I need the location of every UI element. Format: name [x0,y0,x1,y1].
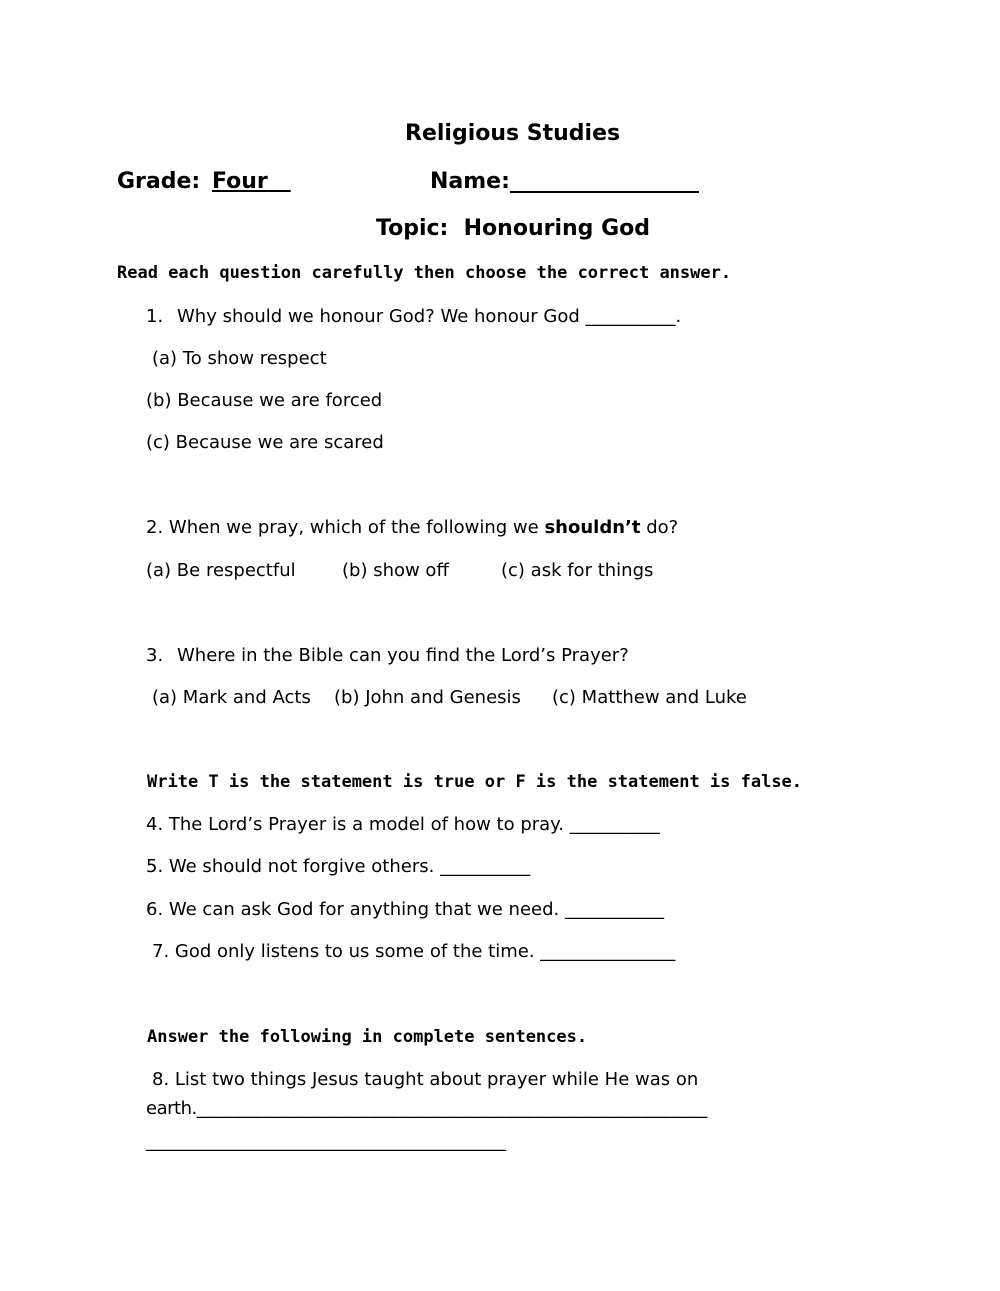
statement-6: 6. We can ask God for anything that we need. ___________ [146,899,664,920]
q3-option-a: (a) Mark and Acts [152,687,311,708]
q2-option-a: (a) Be respectful [146,560,296,581]
q2-text-before: 2. When we pray, which of the following we [146,517,545,538]
q3-option-b: (b) John and Genesis [334,687,521,708]
q8-line2[interactable]: earth.____________________________________________________________ [146,1098,707,1119]
q2-emphasis: shouldn’t [544,517,641,538]
section1-instruction: Read each question carefully then choose the correct answer. [117,263,732,283]
statement-5: 5. We should not forgive others. __________ [146,856,531,877]
q1-option-a: (a) To show respect [152,348,327,369]
q1-option-c: (c) Because we are scared [146,432,384,453]
q2-text-after: do? [640,517,679,538]
q8-line1: 8. List two things Jesus taught about prayer while He was on [152,1069,699,1090]
grade-value-text: Four [212,169,268,194]
q2-text [146,519,678,537]
section2-instruction: Write T is the statement is true or F is the statement is false. [147,772,803,792]
q1-text: Why should we honour God? We honour God __________. [177,306,682,327]
q8-line3[interactable]: ________________________________________ [146,1131,506,1152]
statement-7: 7. God only listens to us some of the time. _______________ [152,941,676,962]
q2-option-b: (b) show off [342,560,449,581]
statement-4: 4. The Lord’s Prayer is a model of how to pray. __________ [146,814,660,835]
q1-number: 1. [146,306,164,327]
name-label: Name: [430,169,510,194]
worksheet-title: Religious Studies [405,121,621,146]
q3-text: Where in the Bible can you find the Lord’s Prayer? [177,645,629,666]
topic-heading: Topic: Honouring God [376,216,650,241]
grade-value [212,171,291,193]
q2-option-c: (c) ask for things [501,560,654,581]
q1-option-b: (b) Because we are forced [146,390,383,411]
section3-instruction: Answer the following in complete sentences. [147,1027,588,1047]
grade-label: Grade: [117,169,201,194]
name-blank[interactable]: __________________ [510,169,699,193]
q3-option-c: (c) Matthew and Luke [552,687,747,708]
q3-number: 3. [146,645,164,666]
